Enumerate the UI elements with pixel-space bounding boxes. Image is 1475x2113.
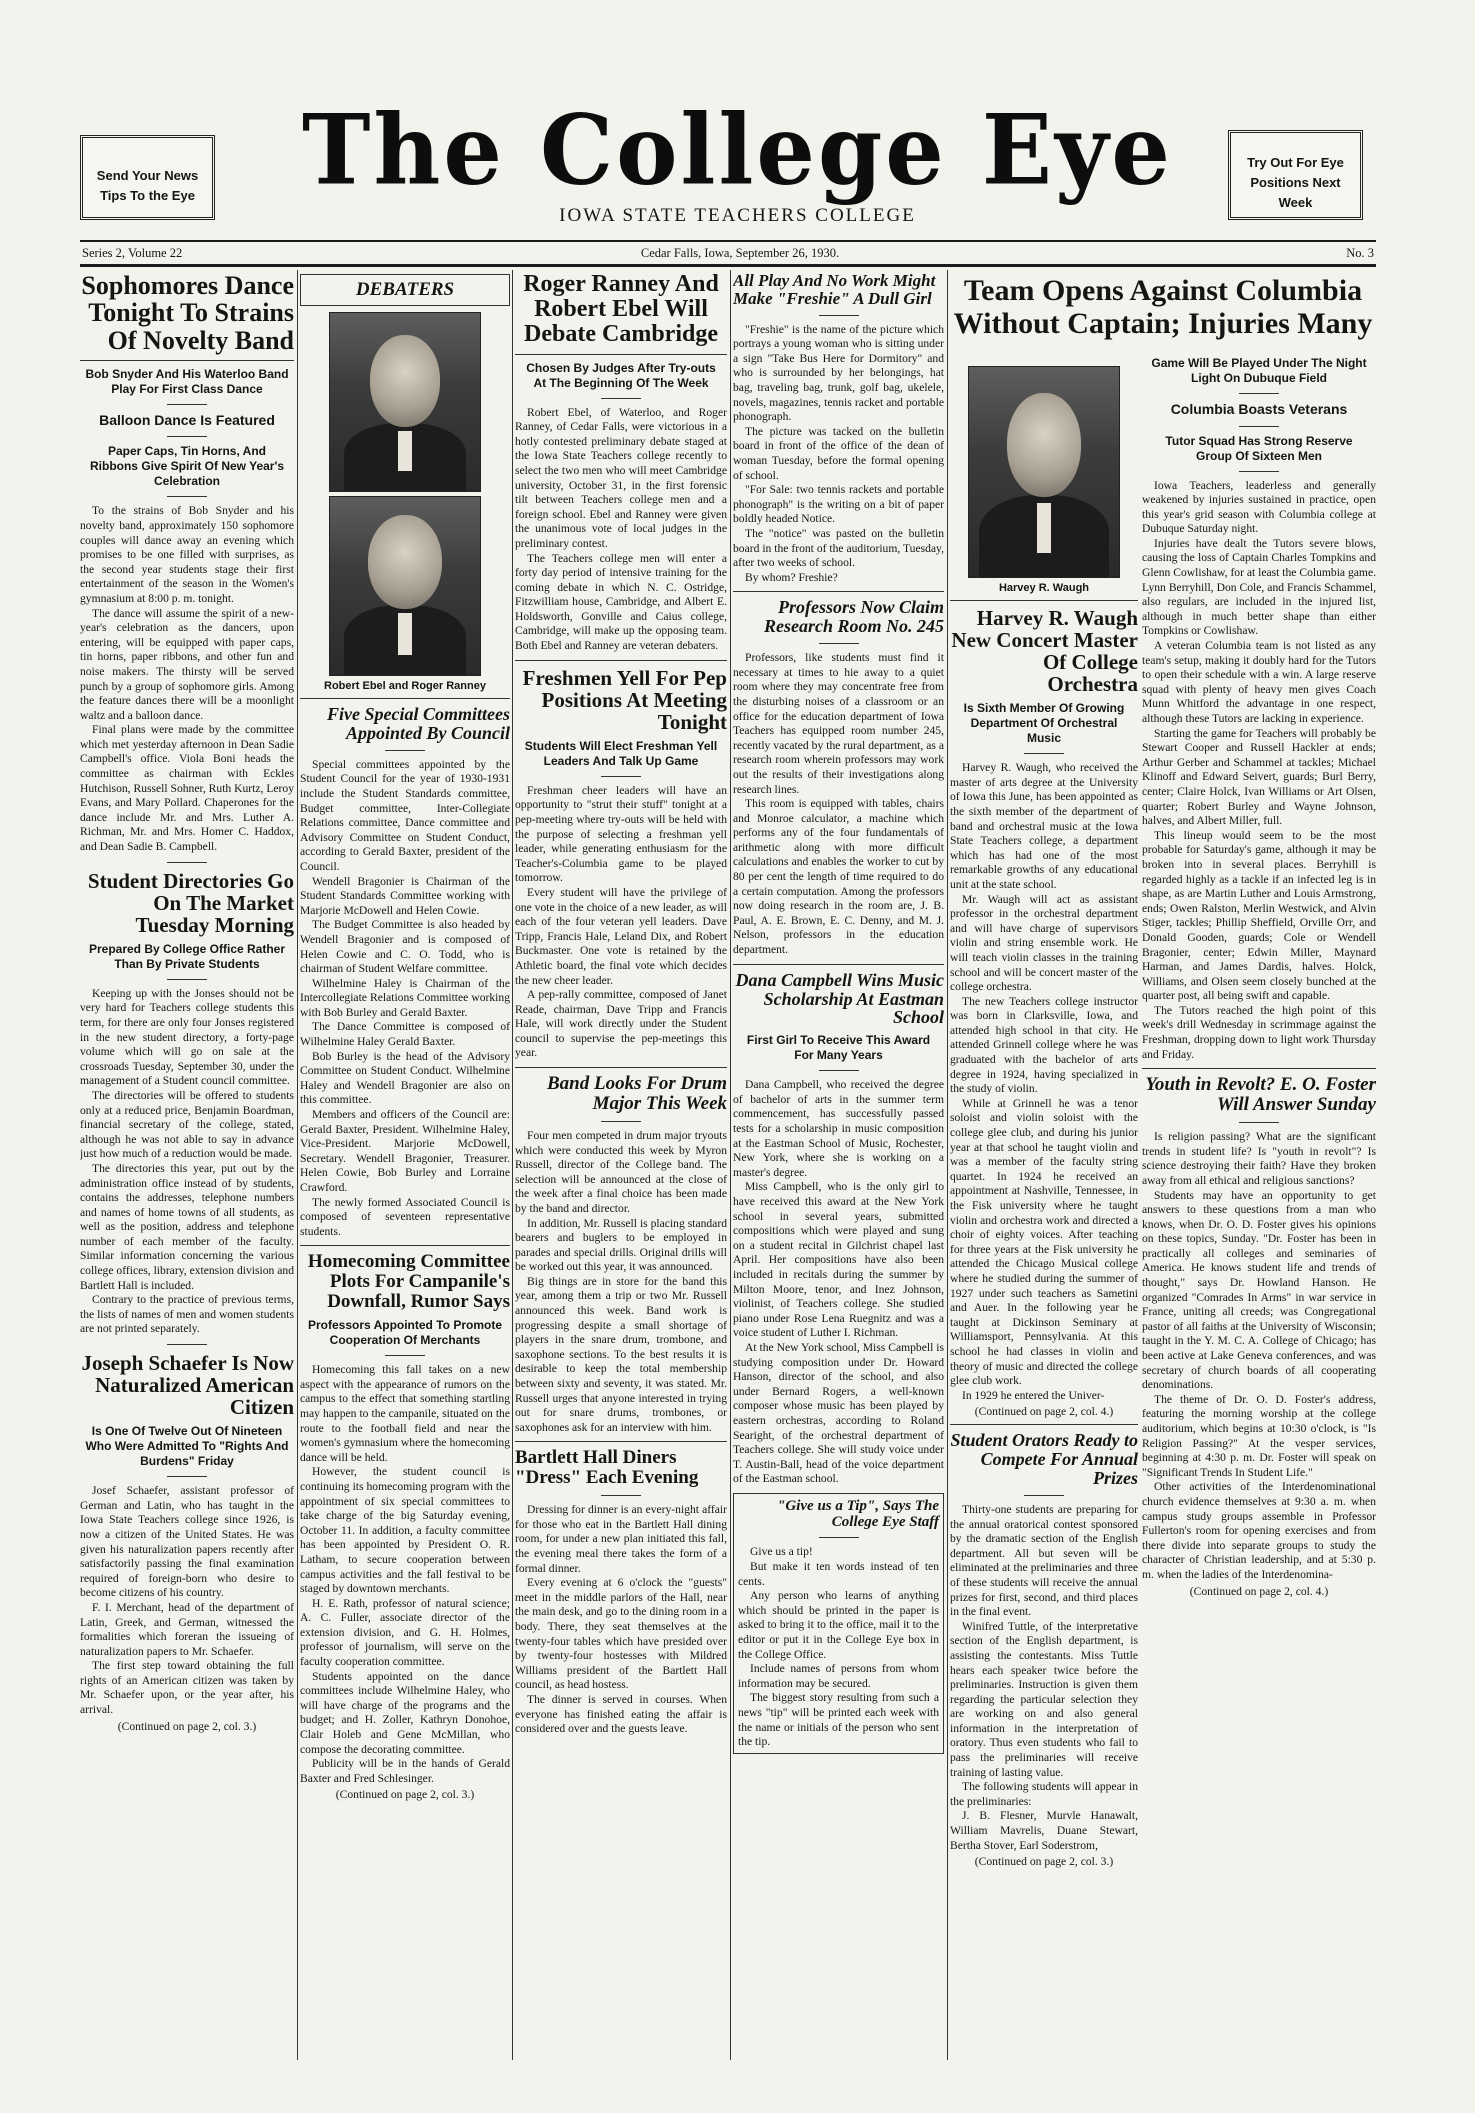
right-ear-line-3: Week bbox=[1278, 195, 1313, 210]
divider bbox=[1024, 1495, 1064, 1496]
article-paragraph: Big things are in store for the band this year, among them a trip or two Mr. Russell announced this week. Band work is progressing despite a small shortage of players in the snare drum, trombone, and saxophone sections. To the best results it is desirable to keep the total membership between sixty and seventy, it was stated. Mr. Russell urges that anyone interested in trying out for snare drums, trombones, or saxophones ask for an interview with him. bbox=[515, 1274, 727, 1434]
give-us-a-tip-box bbox=[733, 1493, 944, 1754]
article-paragraph: Students may have an opportunity to get answers to these questions from a man who knows, when Dr. O. D. Foster gives his opinions on these topics, Sunday. "Dr. Foster has been in practically all colleges and seminaries of America. He knows student life and trends of thought," says Dr. Howland Hanson. He organized "Comrades In Arms" in war service in France, uniting all creeds; was Congregational pastor of all faiths at the University of Wisconsin; taught in the Y. M. C. A. College of Chicago; has been active at Lake Geneva conferences, and was secretary of church boards of all cooperating denominations. bbox=[1142, 1188, 1376, 1392]
article-paragraph: Final plans were made by the committee which met yesterday afternoon in Dean Sadie Campbell's office. Viola Boni heads the committee as chairman with Eckles Hutchison, Russell Sohner, Ruth Kurtz, Leroy Evans, and Mary Pollard. Chaperones for the dance include Mr. and Mrs. Luther A. Richman, Mr. and Mrs. Homer C. Haddox, and Dean Sadie B. Campbell. bbox=[80, 723, 294, 854]
article-paragraph: Winifred Tuttle, of the interpretative section of the English department, is assisting the contestants. Miss Tuttle hears each speaker twice before the preliminaries. Instruction is given them regarding the particular selection they are working on and also general information in the interpretation of oratory. Thus even students who fail to pass the preliminaries will receive training of lasting value. bbox=[950, 1619, 1138, 1779]
article-paragraph: While at Grinnell he was a tenor soloist and violin soloist with the college glee club, and during his junior year at that school he taught violin and was a member of the faculty string quartet. In 1924 he received an appointment at Nashville, Tennessee, in the Fisk university where he taught violin and orchestra work and directed a choir of eighty voices. After teaching for three years at the Fisk university he attended the Chicago Musical college where he studied during the summer of 1927 under such teachers as Sametini and Auer. In the following year he taught at Dickinson Seminary at Williamsport, Pennsylvania. At this school he had classes in violin and theory of music and directed the college glee club work. bbox=[950, 1096, 1138, 1388]
article-paragraph: Starting the game for Teachers will probably be Stewart Cooper and Russell Hackler at ends; Arthur Gerber and Schammel at tackles; Michael Klinoff and Edward Seivert, guards; Burl Berry, center; Claire Holck, Ivan Williams or Art Olsen, quarter; Robert Burley and Wayne Johnson, halves, and Albert Miller, full. bbox=[1142, 726, 1376, 828]
column-4 bbox=[733, 270, 944, 2060]
article-paragraph: Any person who learns of anything which should be printed in the paper is asked to bring it to the office, mail it to the editor or put it in the College Eye box in the College Office. bbox=[738, 1589, 939, 1661]
divider bbox=[167, 1344, 207, 1345]
article-paragraph: Professors, like students must find it necessary at times to hie away to a quiet room where they may concentrate free from the disturbing noises of a classroom or an office for the education department of Iowa Teachers has equipped room number 245, recently vacated by the rural department, as a research room wherein professors may work out the results of their investigations along research lines. bbox=[733, 651, 944, 796]
article-paragraph: Bob Burley is the head of the Advisory Committee on Student Conduct. Wilhelmine Haley and Wendell Bragonier are also on this committee. bbox=[300, 1049, 510, 1107]
divider bbox=[601, 1495, 641, 1496]
divider bbox=[167, 496, 207, 497]
article-paragraph: At the New York school, Miss Campbell is studying composition under Dr. Howard Hanson, director of the school, and also under Bernard Rogers, a well-known composer whose music has been played by eastern orchestras, according to Roland Searight, of the orchestral department of Teachers college. She will study voice under T. Austin-Ball, head of the voice department of the Eastman school. bbox=[733, 1340, 944, 1486]
article-paragraph: The directories this year, put out by the administration office instead of by students, contains the addresses, telephone numbers and names of home towns of all students, as well as the position, address and telephone number of each member of the faculty. Similar information concerning the various college offices, library, extension division and Bartlett Hall is included. bbox=[80, 1161, 294, 1292]
article-paragraph: Freshman cheer leaders will have an opportunity to "strut their stuff" tonight at a pep-meeting where try-outs will be held with the purpose of selecting a freshman yell leader, while generating enthusiasm for the Teacher's-Columbia game to be played tomorrow. bbox=[515, 783, 727, 885]
debaters-caption: Robert Ebel and Roger Ranney bbox=[324, 680, 486, 692]
divider bbox=[1239, 1122, 1279, 1123]
divider bbox=[950, 1424, 1138, 1425]
divider bbox=[601, 398, 641, 399]
deck-tutor-squad: Tutor Squad Has Strong Reserve Group Of Sixteen Men bbox=[1165, 433, 1353, 463]
continued-note: (Continued on page 2, col. 4.) bbox=[1189, 1584, 1329, 1598]
headline-sophomores-dance: Sophomores Dance Tonight To Strains Of Novelty Band bbox=[81, 271, 294, 355]
deck-night-light: Game Will Be Played Under The Night Light On Dubuque Field bbox=[1151, 356, 1367, 385]
article-paragraph: The following students will appear in the preliminaries: bbox=[950, 1780, 1138, 1808]
article-paragraph: "For Sale: two tennis rackets and portable phonograph" is the writing on a bit of paper boldly headed Notice. bbox=[733, 483, 944, 526]
nameplate: The College Eye bbox=[302, 93, 1173, 207]
deck-first-girl: First Girl To Receive This Award For Many Years bbox=[746, 1033, 931, 1063]
left-ear-line-1: Send Your News bbox=[96, 168, 199, 183]
article-paragraph: The dance will assume the spirit of a new-year's celebration as the dancers, upon entering, will be equipped with paper caps, tin horns, paper ribbons, and other fun and noise makers. The thirsty will be served punch by a group of sophomore girls. Among the feature dances there will be a moonlight waltz and a balloon dance. bbox=[80, 606, 294, 722]
article-paragraph: Mr. Waugh will act as assistant professor in the orchestral department and will have charge of supervisors violin and string ensemble work. He will teach violin classes in the training school and will be concert master of the college orchestra. bbox=[950, 892, 1138, 994]
masthead-rule-top bbox=[80, 240, 1376, 242]
divider bbox=[733, 591, 944, 592]
dateline: Cedar Falls, Iowa, September 26, 1930. bbox=[640, 246, 840, 260]
debater-photo-ebel bbox=[329, 312, 481, 492]
article-paragraph: Students appointed on the dance committees include Wilhelmine Haley, who will have charge of the programs and the budget; and H. Zoller, Kathryn Donohoe, Clair Holeb and Gene McMillan, who compose the decorating committee. bbox=[300, 1669, 510, 1756]
divider bbox=[515, 660, 727, 661]
article-paragraph: The dinner is served in courses. When everyone has finished eating the affair is considered over and the guests leave. bbox=[515, 1693, 727, 1736]
article-paragraph: Miss Campbell, who is the only girl to have received this award at the New York school in several years, submitted compositions which were played and sung on a student recital in Gilchrist chapel last April. Her compositions have also been included in recitals during the summer by Milton Moore, tenor, and Inez Johnson, violinist, of Teachers college. She studied piano under Rose Lena Ruegnitz and was a voice student of Luther I. Richman. bbox=[733, 1180, 944, 1340]
article-paragraph: The "notice" was pasted on the bulletin board in the front of the auditorium, Tuesday, after two weeks of school. bbox=[733, 527, 944, 570]
article-paragraph: Dana Campbell, who received the degree of bachelor of arts in the summer term commencement, has successfully passed tests for a scholarship in music composition at the Eastman School of Music, Rochester, New York, where she is working on a master's degree. bbox=[733, 1078, 944, 1179]
article-paragraph: Homecoming this fall takes on a new aspect with the appearance of rumors on the campus to the effect that something startling may happen to the campanile, situated on the route to the football field and near the women's gymnasium where the homecoming dance will be held. bbox=[300, 1363, 510, 1464]
divider bbox=[167, 436, 207, 437]
article-paragraph: The newly formed Associated Council is composed of seventeen representative students. bbox=[300, 1195, 510, 1238]
divider bbox=[601, 1121, 641, 1122]
column-rule-3 bbox=[730, 270, 731, 2060]
column-rule-1 bbox=[297, 270, 298, 2060]
headline-bartlett-diners: Bartlett Hall Diners "Dress" Each Evening bbox=[515, 1447, 699, 1489]
article-paragraph: To the strains of Bob Snyder and his novelty band, approximately 150 sophomore couples will dance away an evening which promises to be one filled with surprises, as the second year students stage their first entertainment of the season in the Women's gymnasium at 8:00 p. m. tonight. bbox=[80, 504, 294, 605]
headline-team-opens: Team Opens Against Columbia Without Captain; Injuries Many bbox=[953, 274, 1373, 340]
continued-note: (Continued on page 2, col. 3.) bbox=[974, 1855, 1114, 1869]
article-paragraph: J. B. Flesner, Murvle Hanawalt, William Mavrelis, Duane Stewart, Bertha Stover, Earl Soderstrom, bbox=[950, 1809, 1138, 1852]
divider bbox=[515, 354, 727, 355]
photo-harvey-waugh bbox=[968, 366, 1120, 578]
divider bbox=[300, 1245, 510, 1246]
headline-freshie: All Play And No Work Might Make "Freshie" A Dull Girl bbox=[733, 271, 936, 308]
article-paragraph: The biggest story resulting from such a news "tip" will be printed each week with the name or initials of the person who sent the tip. bbox=[738, 1691, 939, 1749]
article-paragraph: This lineup would seem to be the most probable for Saturday's game, although it may be broken into in several places. Berryhill is regarded highly as a tackle if an infected leg is in shape, as are Martin Luther and Louis Armstrong, ends; Owen Ralston, Merlin Westwick, and Alvin Stiger, tackles; Phillip Sheffield, Orville Orr, and Donald Gooden, guards; Cole or Wendell Bragonier, center; Edwin Miller, Maynard Harman, and James Dardis, halves. Holck, Williams, and Olsen seem closely bunched at the quarter post, all being swift and capable. bbox=[1142, 828, 1376, 1003]
headline-homecoming-campanile: Homecoming Committee Plots For Campanile's Downfall, Rumor Says bbox=[307, 1251, 510, 1313]
article-paragraph: Four men competed in drum major tryouts which were conducted this week by Myron Russell, director of the College band. The selection will be announced at the close of the week after a final choice has been made by the band and director. bbox=[515, 1128, 727, 1215]
divider bbox=[1024, 753, 1064, 754]
article-paragraph: Members and officers of the Council are: Gerald Baxter, President. Wilhelmine Haley, Vice-President. Marjorie McDowell, Secretary. Wendell Bragonier, Treasurer. Helen Cowie, Bob Burley and Lorraine Crawford. bbox=[300, 1108, 510, 1194]
divider bbox=[601, 776, 641, 777]
left-ear-box bbox=[80, 135, 215, 220]
article-paragraph: Special committees appointed by the Student Council for the year of 1930-1931 include the Student Standards committee, Budget committee, Inter-Collegiate Relations committee, Dance committee and Advisory Committee on Student Conduct, according to Gerald Baxter, president of the Council. bbox=[300, 757, 510, 873]
article-paragraph: By whom? Freshie? bbox=[745, 570, 838, 584]
article-paragraph: Publicity will be in the hands of Gerald Baxter and Fred Schlesinger. bbox=[300, 1757, 510, 1785]
article-paragraph: "Freshie" is the name of the picture which portrays a young woman who is sitting under a sign "Take Bus Here for Dormitory" and who is surrounded by her belongings, hat bag, traveling bag, trunk, golf bag, ukelele, novels, magazines, tennis racket and portable phonograph. bbox=[733, 322, 944, 424]
divider bbox=[950, 600, 1138, 601]
article-paragraph: Wilhelmine Haley is Chairman of the Intercollegiate Relations Committee working with Bob Burley and Gerald Baxter. bbox=[300, 976, 510, 1019]
article-paragraph: Other activities of the Interdenominational church evidence themselves at 9:30 a. m. when campus study groups assemble in Professor Fullerton's room for opening exercises and from there divide into separate groups to study the character of Christian leadership, and at 5:30 p. m. when the ladies of the Interdenomina- bbox=[1142, 1480, 1376, 1581]
headline-schaefer-naturalized: Joseph Schaefer Is Now Naturalized American Citizen bbox=[81, 1351, 294, 1420]
article-paragraph: However, the student council is continuing its homecoming program with the appointment of six special committees to take charge of the big Saturday evening, October 11. In addition, a faculty committee has been appointed by President O. R. Latham, to secure cooperation between campus activities and the fall festival to be staged by downtown merchants. bbox=[300, 1465, 510, 1596]
article-paragraph: The Budget Committee is also headed by Wendell Bragonier and is composed of Helen Cowie and C. O. Todd, who is chairman of Student Welfare committee. bbox=[300, 918, 510, 976]
divider bbox=[1142, 1068, 1376, 1069]
issue-number: No. 3 bbox=[1346, 246, 1374, 260]
article-paragraph: The picture was tacked on the bulletin board in front of the office of the dean of woman Tuesday, before the formal opening of school. bbox=[733, 424, 944, 482]
divider bbox=[300, 698, 510, 699]
deck-elect-yell-leaders: Students Will Elect Freshman Yell Leaders And Talk Up Game bbox=[524, 738, 718, 768]
deck-balloon-dance: Balloon Dance Is Featured bbox=[99, 411, 275, 428]
divider bbox=[819, 1070, 859, 1071]
deck-columbia-veterans: Columbia Boasts Veterans bbox=[1170, 401, 1348, 417]
column-1 bbox=[80, 270, 294, 2060]
divider bbox=[385, 750, 425, 751]
divider bbox=[167, 1476, 207, 1477]
divider bbox=[1239, 471, 1279, 472]
deck-paper-caps: Paper Caps, Tin Horns, And Ribbons Give Spirit Of New Year's Celebration bbox=[89, 444, 285, 489]
article-paragraph: Contrary to the practice of previous terms, the lists of names of men and women students are not printed separately. bbox=[80, 1293, 294, 1336]
sports-banner bbox=[950, 272, 1376, 346]
column-rule-4 bbox=[947, 270, 948, 2060]
article-paragraph: Dressing for dinner is an every-night affair for those who eat in the Bartlett Hall dining room, for under a new plan initiated this fall, the evening meal there takes the form of a formal dinner. bbox=[515, 1503, 727, 1575]
divider bbox=[1239, 426, 1279, 427]
article-paragraph: The Teachers college men will enter a forty day period of intensive training for the coming debate in which N. C. Ostridge, Fitzwilliam house, Cambridge, and Albert E. Holdsworth, Gonville and Caius college, Cambridge, will make up the opposing team. Both Ebel and Ranney are veteran debaters. bbox=[515, 551, 727, 653]
article-paragraph: Every evening at 6 o'clock the "guests" meet in the middle parlors of the Hall, near the main desk, and go to the dining room in a body. There, they seat themselves at the twenty-four tables which have presided over by twenty-four hostesses with Mildred Williams president of the Bartlett Hall council, as head hostess. bbox=[515, 1576, 727, 1692]
left-ear-line-2: Tips To the Eye bbox=[100, 188, 195, 203]
divider bbox=[819, 643, 859, 644]
article-paragraph: The Dance Committee is composed of Wilhelmine Haley Gerald Baxter. bbox=[300, 1020, 510, 1049]
divider bbox=[515, 1067, 727, 1068]
column-rule-2 bbox=[512, 270, 513, 2060]
continued-note: (Continued on page 2, col. 4.) bbox=[974, 1405, 1114, 1419]
headline-waugh-concert-master: Harvey R. Waugh New Concert Master Of College Orchestra bbox=[951, 606, 1138, 697]
deck-snyder-band: Bob Snyder And His Waterloo Band Play For First Class Dance bbox=[85, 366, 289, 396]
continued-note: (Continued on page 2, col. 3.) bbox=[335, 1788, 475, 1802]
divider bbox=[819, 315, 859, 316]
article-paragraph: In addition, Mr. Russell is placing standard bearers and buglers to be employed in parades and special drills. Original drills will be worked out this year, it was announced. bbox=[515, 1216, 727, 1274]
article-paragraph: Every student will have the privilege of one vote in the choice of a new leader, as will each of the four veteran yell leaders. Dave Tripp, Francis Hale, Leland Dix, and Robert Buckmaster. One vote is retained by the Athletic board, the final vote which decides the new cheer leader. bbox=[515, 885, 727, 987]
divider bbox=[1239, 393, 1279, 394]
right-ear-box bbox=[1228, 130, 1363, 220]
article-paragraph: The directories will be offered to students only at a reduced price, Benjamin Boardman, financial secretary of the college, stated, although he was not able to say in advance just how much of a reduction would be made. bbox=[80, 1088, 294, 1161]
masthead-rule-bottom bbox=[80, 264, 1376, 267]
deck-college-office: Prepared By College Office Rather Than By Private Students bbox=[88, 941, 286, 971]
column-3 bbox=[515, 270, 727, 2060]
deck-chosen-by-judges: Chosen By Judges After Try-outs At The Beginning Of The Week bbox=[526, 360, 716, 390]
caption-harvey-waugh: Harvey R. Waugh bbox=[998, 582, 1090, 594]
article-paragraph: A pep-rally committee, composed of Janet Reade, chairman, Dave Tripp and Francis Hale, will work directly under the Student council to supervise the pep-meetings this year. bbox=[515, 988, 727, 1060]
headline-research-room: Professors Now Claim Research Room No. 245 bbox=[764, 597, 944, 637]
headline-dana-campbell: Dana Campbell Wins Music Scholarship At Eastman School bbox=[735, 969, 944, 1028]
series-volume: Series 2, Volume 22 bbox=[82, 246, 183, 260]
article-paragraph: Is religion passing? What are the significant trends in student life? Is "youth in revolt"? Is science destroying their faith? Have they broken away from all ethical and religious sanctions? bbox=[1142, 1130, 1376, 1187]
article-paragraph: Josef Schaefer, assistant professor of German and Latin, who has taught in the Iowa State Teachers college since 1926, is now a citizen of the United States. He was given his naturalization papers recently after satisfactorily passing the final examination required of foreign-born who desire to become citizens of his country. bbox=[80, 1484, 294, 1600]
article-paragraph: Thirty-one students are preparing for the annual oratorical contest sponsored by the dramatic section of the English department. All but seven will be eliminated at the preliminaries and three of these students will receive the annual prizes for first, second, and third places in the final event. bbox=[950, 1502, 1138, 1619]
article-paragraph: Injuries have dealt the Tutors severe blows, causing the loss of Captain Charles Tompkins and Glenn Cowlishaw, for at least the Columbia game. Lynn Berryhill, Don Cole, and Francis Schammel, also regulars, are included in the injured list, although in much better shape than either Tompkins or Cowlishaw. bbox=[1142, 536, 1376, 638]
article-paragraph: But make it ten words instead of ten cents. bbox=[738, 1560, 939, 1588]
article-paragraph: In 1929 he entered the Univer- bbox=[962, 1388, 1105, 1402]
headline-ranney-ebel-debate: Roger Ranney And Robert Ebel Will Debate Cambridge bbox=[523, 271, 719, 348]
headline-give-us-a-tip: "Give us a Tip", Says The College Eye Staff bbox=[777, 1497, 939, 1530]
article-paragraph: The new Teachers college instructor was born in Clarksville, Iowa, and attended high school in that city. He attended Grinnell college where he was graduated with the bachelor of arts degree in 1924, having specialized in the study of violin. bbox=[950, 994, 1138, 1096]
article-paragraph: Robert Ebel, of Waterloo, and Roger Ranney, of Cedar Falls, were victorious in a hotly contested preliminary debate staged at the Iowa State Teachers college recently to select the two men who will meet Cambridge university, October 31, in the first forensic tilt between Teachers college men and a foreign school. Ebel and Ranney were given the unanimous vote of local judges in the preliminary contest. bbox=[515, 405, 727, 550]
article-paragraph: The first step toward obtaining the full rights of an American citizen was taken by Mr. Schaefer upon, or the year after, his arrival. bbox=[80, 1659, 294, 1717]
article-paragraph: Iowa Teachers, leaderless and generally weakened by injuries sustained in practice, open this year's grid season with Columbia college at Dubuque Saturday night. bbox=[1142, 478, 1376, 536]
article-paragraph: The theme of Dr. O. D. Foster's address, featuring the morning worship at the college auditorium, which begins at 10:30 o'clock, is "Is Religion Passing?" At the vesper services, beginning at 4:30 p. m. Dr. Foster will speak on "Significant Trends In Student Life." bbox=[1142, 1392, 1376, 1479]
article-paragraph: A veteran Columbia team is not listed as any team's setup, making it doubly hard for the Tutors to open their schedule with a win. A large reserve squad with plenty of heavy men gives Coach Munn Whitford the advantage in one respect, although these Tutors are lacking in experience. bbox=[1142, 639, 1376, 725]
divider bbox=[167, 404, 207, 405]
column-2 bbox=[300, 270, 510, 2060]
article-paragraph: Give us a tip! bbox=[750, 1545, 813, 1559]
headline-five-committees: Five Special Committees Appointed By Council bbox=[327, 704, 510, 743]
article-paragraph: Keeping up with the Jonses should not be very hard for Teachers college students this term, for there are only four Jonses registered in the new student directory, a forty-page volume which will go on sale at the crossroads Tuesday, September 30, under the management of a Student council committee. bbox=[80, 986, 294, 1088]
deck-twelve-of-nineteen: Is One Of Twelve Out Of Nineteen Who Were Admitted To "Rights And Burdens" Friday bbox=[85, 1424, 289, 1469]
continued-note: (Continued on page 2, col. 3.) bbox=[117, 1719, 257, 1733]
masthead-subtitle: IOWA STATE TEACHERS COLLEGE bbox=[559, 205, 916, 226]
debaters-box-head: DEBATERS bbox=[300, 274, 510, 306]
divider bbox=[733, 964, 944, 965]
headline-drum-major: Band Looks For Drum Major This Week bbox=[546, 1073, 727, 1115]
headline-student-directories: Student Directories Go On The Market Tuesday Morning bbox=[87, 868, 294, 937]
divider bbox=[167, 979, 207, 980]
deck-professors-appointed: Professors Appointed To Promote Cooperation Of Merchants bbox=[307, 1318, 502, 1348]
column-5 bbox=[950, 350, 1138, 2060]
headline-youth-in-revolt: Youth in Revolt? E. O. Foster Will Answer Sunday bbox=[1145, 1074, 1376, 1116]
divider bbox=[515, 1441, 727, 1442]
article-paragraph: H. E. Rath, professor of natural science; A. C. Fuller, associate director of the extension division, and G. H. Holmes, professor of journalism, will serve on the faculty cooperation committee. bbox=[300, 1596, 510, 1669]
article-paragraph: The Tutors reached the high point of this week's drill Wednesday in scrimmage against the Freshman, dropping down to light work Thursday and Friday. bbox=[1142, 1003, 1376, 1061]
article-paragraph: Include names of persons from whom information may be secured. bbox=[738, 1662, 939, 1690]
divider bbox=[80, 360, 294, 361]
article-paragraph: F. I. Merchant, head of the department of Latin, Greek, and German, witnessed the formalities which foreran the issueing of naturalization papers to Mr. Schaefer. bbox=[80, 1600, 294, 1658]
article-paragraph: Harvey R. Waugh, who received the master of arts degree at the University of Iowa this June, has been appointed as the sixth member of the department of band and orchestral music at the Iowa State Teachers college, a department which has had one of the most remarkable growths of any educational unit at the state school. bbox=[950, 761, 1138, 891]
deck-sixth-member: Is Sixth Member Of Growing Department Of Orchestral Music bbox=[963, 701, 1125, 746]
right-ear-line-2: Positions Next bbox=[1250, 175, 1341, 190]
divider bbox=[819, 1537, 859, 1538]
debater-photo-ranney bbox=[329, 496, 481, 676]
column-6 bbox=[1142, 350, 1376, 2060]
headline-freshmen-yell: Freshmen Yell For Pep Positions At Meeting Tonight bbox=[522, 665, 727, 734]
divider bbox=[167, 862, 207, 863]
headline-student-orators: Student Orators Ready to Compete For Annual Prizes bbox=[950, 1430, 1138, 1489]
article-paragraph: Wendell Bragonier is Chairman of the Student Standards Committee working with Marjorie McDowell and Helen Cowie. bbox=[300, 874, 510, 917]
divider bbox=[385, 1355, 425, 1356]
article-paragraph: This room is equipped with tables, chairs and Monroe calculator, a machine which performs any of the four fundamentals of arithmetic along with more difficult calculations and enables the worker to cut by 80 per cent the length of time required to do a certain computation. Among the professors now doing research in the room are, J. B. Paul, A. E. Brown, E. C. Denny, and M. J. Nelson, professors in the education department. bbox=[733, 797, 944, 957]
right-ear-line-1: Try Out For Eye bbox=[1247, 155, 1344, 170]
